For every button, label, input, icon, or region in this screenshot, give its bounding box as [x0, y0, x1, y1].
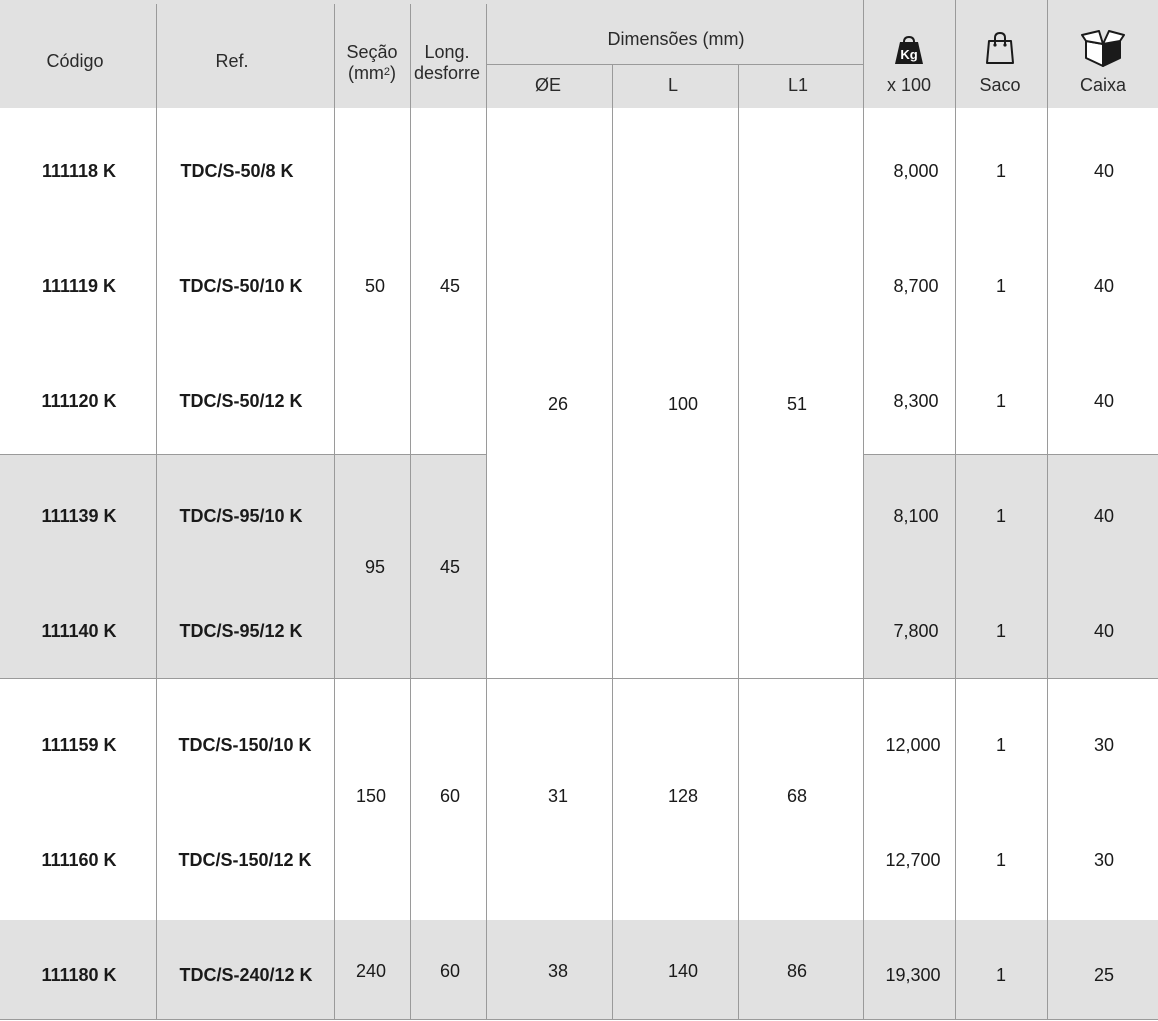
- cell-peso: 8,100: [893, 506, 939, 526]
- group-band-95-right: [863, 455, 1158, 678]
- col-divider-peso: [863, 0, 864, 1020]
- header-oe: ØE: [534, 75, 562, 95]
- col-divider-saco: [955, 0, 956, 1020]
- cell-long: 45: [439, 276, 461, 296]
- group-band-240: [0, 920, 1158, 1020]
- cell-peso: 7,800: [893, 621, 939, 641]
- cell-saco: 1: [995, 965, 1007, 985]
- header-l1: L1: [787, 75, 809, 95]
- header-weight-unit: x 100: [886, 75, 932, 95]
- header-caixa: Caixa: [1079, 75, 1127, 95]
- header-saco: Saco: [979, 75, 1021, 95]
- header-subdivider: [486, 64, 863, 65]
- cell-oe: 38: [547, 961, 569, 981]
- cell-codigo: 111119 K: [41, 276, 117, 296]
- cell-caixa: 30: [1093, 850, 1115, 870]
- cell-peso: 8,700: [893, 276, 939, 296]
- col-divider-ref: [156, 4, 157, 1020]
- col-divider-secao: [334, 4, 335, 1020]
- cell-ref: TDC/S-50/8 K: [180, 161, 294, 181]
- cell-codigo: 111120 K: [41, 391, 117, 411]
- cell-saco: 1: [995, 161, 1007, 181]
- cell-l1: 86: [786, 961, 808, 981]
- header-dimensoes: Dimensões (mm): [607, 29, 745, 49]
- open-box-icon: [1080, 30, 1126, 68]
- cell-secao: 150: [355, 786, 387, 806]
- cell-peso: 19,300: [885, 965, 941, 985]
- header-secao-close: ): [390, 63, 397, 83]
- cell-caixa: 30: [1093, 735, 1115, 755]
- cell-peso: 12,700: [885, 850, 941, 870]
- cell-long: 45: [439, 557, 461, 577]
- cell-saco: 1: [995, 506, 1007, 526]
- col-divider-l1: [738, 64, 739, 1020]
- cell-l1: 51: [786, 394, 808, 414]
- cell-saco: 1: [995, 621, 1007, 641]
- header-secao: [346, 42, 397, 84]
- cell-ref: TDC/S-50/10 K: [179, 276, 303, 296]
- cell-codigo: 111180 K: [41, 965, 117, 985]
- cell-ref: TDC/S-150/10 K: [178, 735, 312, 755]
- cell-caixa: 40: [1093, 506, 1115, 526]
- cell-l: 140: [667, 961, 699, 981]
- kg-weight-icon: [893, 35, 925, 65]
- cell-caixa: 40: [1093, 391, 1115, 411]
- cell-saco: 1: [995, 391, 1007, 411]
- cell-saco: 1: [995, 276, 1007, 296]
- cell-ref: TDC/S-150/12 K: [178, 850, 312, 870]
- cell-l: 128: [667, 786, 699, 806]
- group-divider-95: [0, 678, 1158, 679]
- header-codigo: Código: [46, 51, 104, 71]
- cell-long: 60: [439, 961, 461, 981]
- kg-icon-label: Kg: [900, 47, 918, 62]
- cell-oe: 31: [547, 786, 569, 806]
- cell-l: 100: [667, 394, 699, 414]
- shopping-bag-icon: [985, 31, 1015, 65]
- header-secao-line1: Seção: [346, 42, 398, 62]
- cell-codigo: 111140 K: [41, 621, 117, 641]
- cell-caixa: 40: [1093, 276, 1115, 296]
- col-divider-long: [410, 4, 411, 1020]
- col-divider-dim: [486, 4, 487, 1020]
- cell-caixa: 40: [1093, 161, 1115, 181]
- cell-codigo: 111139 K: [41, 506, 117, 526]
- cell-secao: 95: [364, 557, 386, 577]
- cell-peso: 12,000: [885, 735, 941, 755]
- cell-ref: TDC/S-240/12 K: [179, 965, 313, 985]
- cell-peso: 8,300: [893, 391, 939, 411]
- cell-ref: TDC/S-95/12 K: [179, 621, 303, 641]
- cell-codigo: 111160 K: [41, 850, 117, 870]
- cell-peso: 8,000: [893, 161, 939, 181]
- header-secao-sup: 2: [383, 66, 391, 78]
- cell-ref: TDC/S-95/10 K: [179, 506, 303, 526]
- cell-codigo: 111159 K: [41, 735, 117, 755]
- cell-caixa: 25: [1093, 965, 1115, 985]
- col-divider-caixa: [1047, 0, 1048, 1020]
- group-divider-50-right: [863, 454, 1158, 455]
- header-l: L: [667, 75, 679, 95]
- header-long: [414, 42, 480, 84]
- group-divider-50: [0, 454, 486, 455]
- cell-caixa: 40: [1093, 621, 1115, 641]
- header-long-line2: desforre: [413, 63, 481, 83]
- cell-long: 60: [439, 786, 461, 806]
- header-long-line1: Long.: [424, 42, 470, 62]
- cell-secao: 240: [355, 961, 387, 981]
- col-divider-l: [612, 64, 613, 1020]
- header-ref: Ref.: [215, 51, 249, 71]
- cell-secao: 50: [364, 276, 386, 296]
- cell-oe: 26: [547, 394, 569, 414]
- table-bottom-line: [0, 1019, 1158, 1020]
- cell-l1: 68: [786, 786, 808, 806]
- cell-saco: 1: [995, 735, 1007, 755]
- group-band-95-left: [0, 455, 486, 678]
- header-secao-line2: (mm: [347, 63, 384, 83]
- cell-ref: TDC/S-50/12 K: [179, 391, 303, 411]
- cell-saco: 1: [995, 850, 1007, 870]
- cell-codigo: 111118 K: [41, 161, 117, 181]
